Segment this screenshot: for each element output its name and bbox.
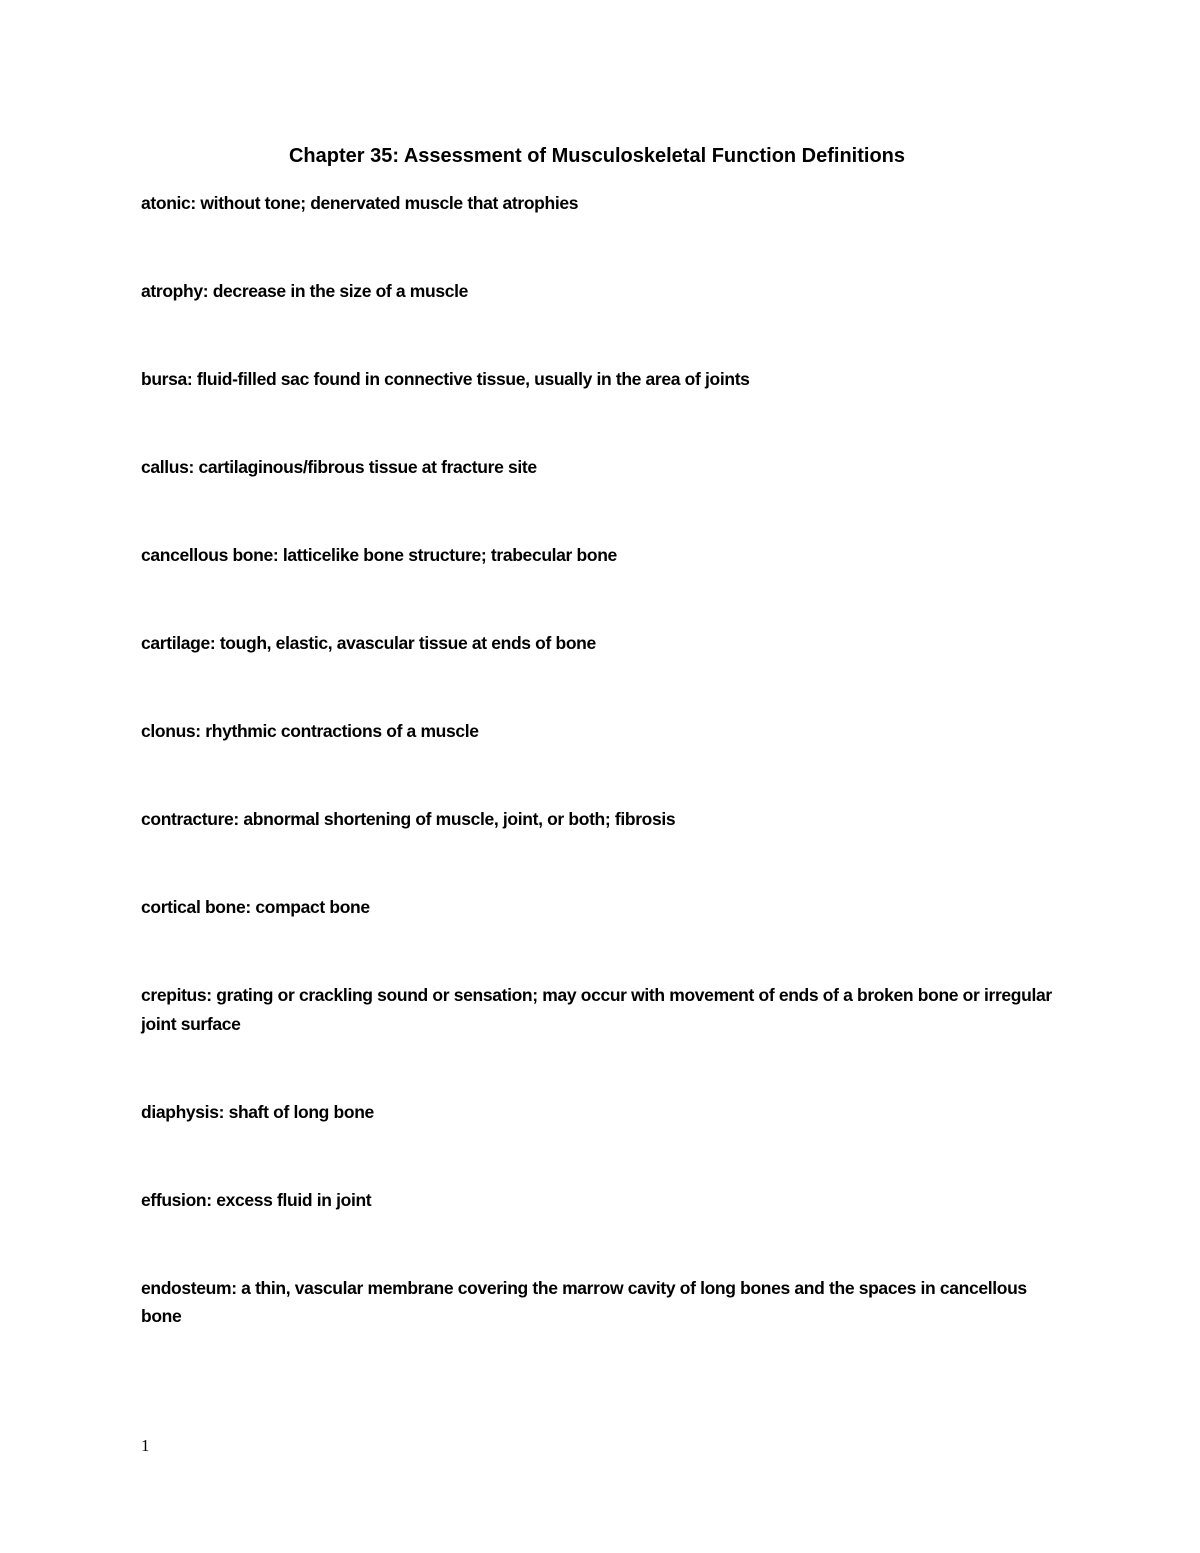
- definition-clonus: clonus: rhythmic contractions of a muscle: [141, 721, 479, 741]
- definition-cortical-bone: cortical bone: compact bone: [141, 897, 370, 917]
- definition-crepitus: crepitus: grating or crackling sound or sensation; may occur with movement of ends of a broken bone or irregular joint surface: [141, 985, 1052, 1034]
- definition-atrophy: atrophy: decrease in the size of a muscle: [141, 281, 469, 301]
- definition-cancellous-bone: cancellous bone: latticelike bone structure; trabecular bone: [141, 545, 617, 565]
- definition-callus: callus: cartilaginous/fibrous tissue at fracture site: [141, 457, 537, 477]
- page-title: Chapter 35: Assessment of Musculoskeletal Function Definitions: [288, 145, 906, 167]
- page-number: 1: [141, 1436, 150, 1455]
- definition-cartilage: cartilage: tough, elastic, avascular tissue at ends of bone: [141, 633, 596, 653]
- definition-effusion: effusion: excess fluid in joint: [141, 1189, 372, 1210]
- definition-bursa: bursa: fluid-filled sac found in connective tissue, usually in the area of joints: [141, 369, 750, 389]
- definition-atonic: atonic: without tone; denervated muscle that atrophies: [141, 193, 579, 213]
- definition-endosteum: endosteum: a thin, vascular membrane covering the marrow cavity of long bones and the spaces in cancellous bone: [141, 1277, 1027, 1326]
- definition-contracture: contracture: abnormal shortening of muscle, joint, or both; fibrosis: [141, 809, 676, 829]
- definition-list: [141, 189, 1061, 1390]
- definition-diaphysis: diaphysis: shaft of long bone: [141, 1101, 374, 1122]
